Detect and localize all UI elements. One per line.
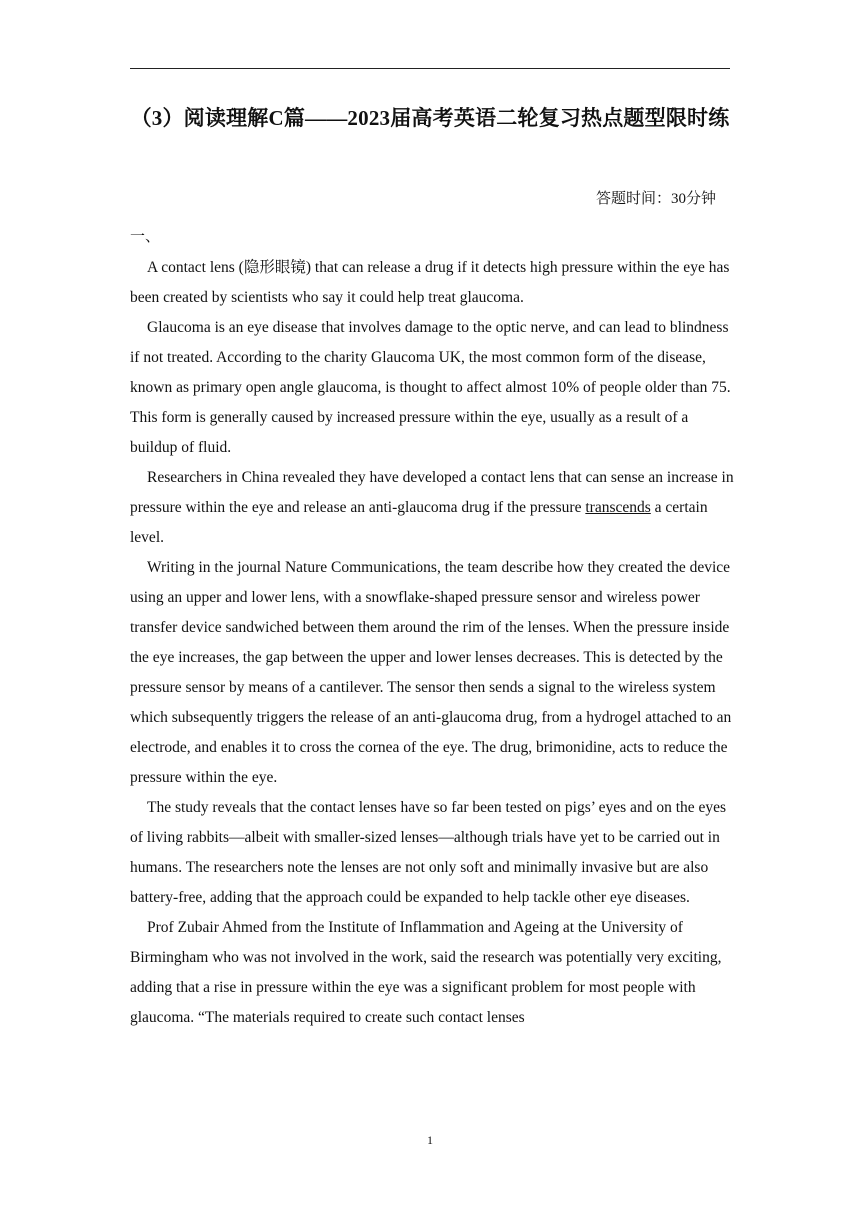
paragraph-6: Prof Zubair Ahmed from the Institute of Inflammation and Ageing at the University of Birmingham who was not involved in the work, said the research was potentially very exciting, adding that a rise in pressure within the eye was a significant problem for most people with glaucoma. “The materials required to create such contact lenses (130, 919, 722, 1026)
page-number: 1 (427, 1133, 433, 1147)
underlined-word: transcends (585, 499, 651, 516)
paragraph-1: A contact lens (隐形眼镜) that can release a drug if it detects high pressure within the eye has been created by scientists who say it could help treat glaucoma. (130, 259, 730, 306)
paragraph-5: The study reveals that the contact lenses have so far been tested on pigs’ eyes and on the eyes of living rabbits—albeit with smaller-sized lenses—although trials have yet to be carried out in humans. The researchers note the lenses are not only soft and minimally invasive but are also battery-free, adding that the approach could be expanded to help tackle other eye diseases. (130, 799, 727, 906)
paragraph-2: Glaucoma is an eye disease that involves damage to the optic nerve, and can lead to blindness if not treated. According to the charity Glaucoma UK, the most common form of the disease, known as primary open angle glaucoma, is thought to affect almost 10% of people older than 75. This form is generally caused by increased pressure within the eye, usually as a result of a buildup of fluid. (130, 319, 731, 456)
time-limit: 答题时间：30分钟 (595, 191, 716, 207)
paragraph-3 (130, 463, 736, 553)
paragraph-3-text-after: a certain level. (130, 499, 708, 546)
paragraph-3-text-before: Researchers in China revealed they have developed a contact lens that can sense an increase in pressure within the eye and release an anti-glaucoma drug if the pressure (130, 469, 734, 516)
document-title: （3）阅读理解C篇——2023届高考英语二轮复习热点题型限时练 (130, 106, 730, 130)
header-divider (130, 68, 730, 69)
section-number: 一、 (130, 229, 161, 245)
reading-passage (130, 253, 736, 1033)
paragraph-4: Writing in the journal Nature Communications, the team describe how they created the device using an upper and lower lens, with a snowflake-shaped pressure sensor and wireless power transfer device sandwiched between them around the rim of the lenses. When the pressure inside the eye increases, the gap between the upper and lower lenses decreases. This is detected by the pressure sensor by means of a cantilever. The sensor then sends a signal to the wireless system which subsequently triggers the release of an anti-glaucoma drug, from a hydrogel attached to an electrode, and enables it to cross the cornea of the eye. The drug, brimonidine, acts to reduce the pressure within the eye. (130, 559, 732, 786)
